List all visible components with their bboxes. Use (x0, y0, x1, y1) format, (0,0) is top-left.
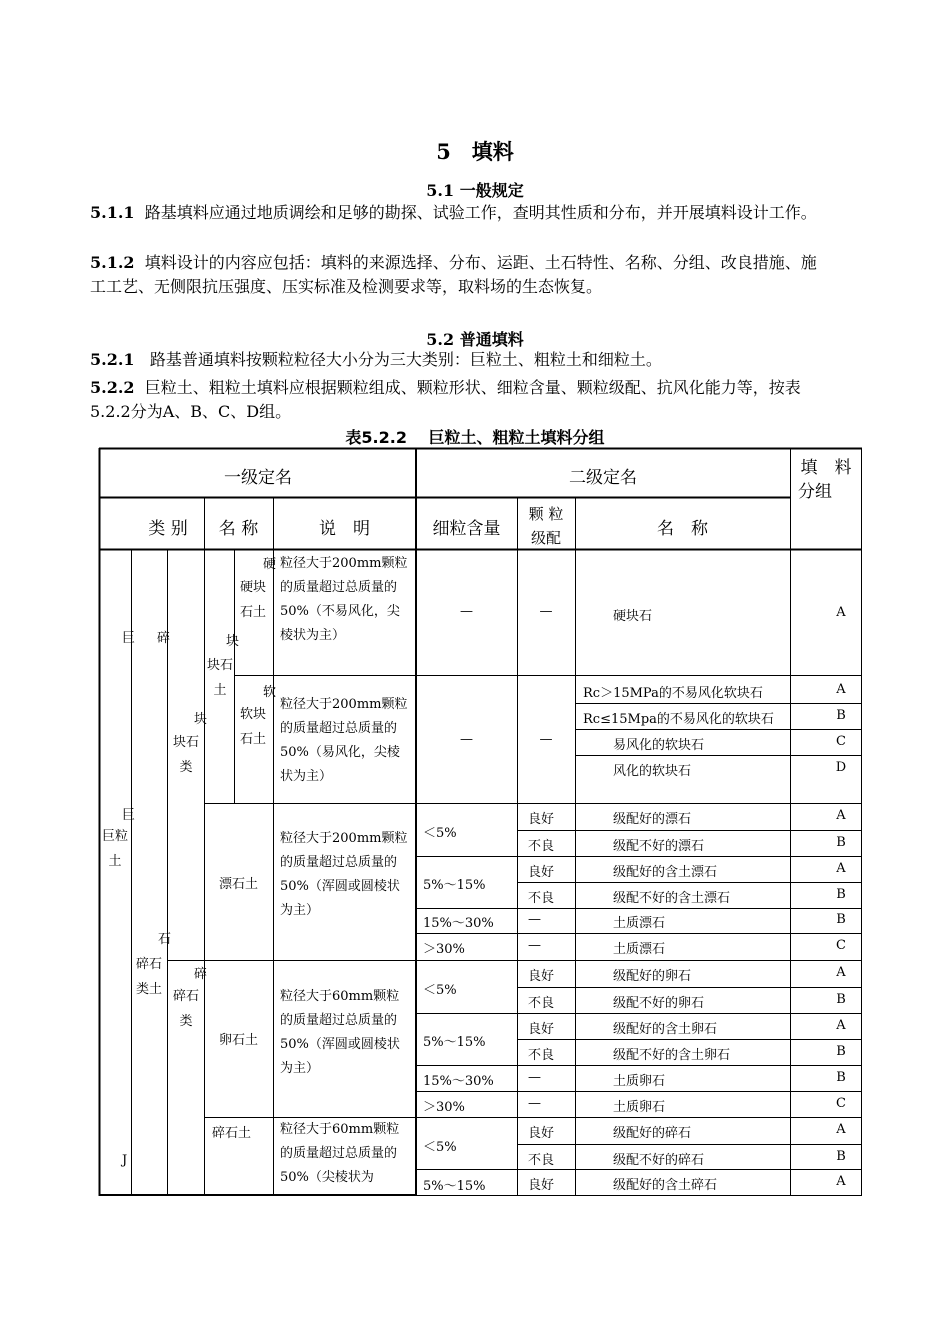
category-crushed-fragment: 碎 (194, 967, 208, 982)
clause-5-2-2 (90, 376, 820, 424)
header-fines: 细粒含量 (432, 519, 501, 539)
table-row-group: B (836, 992, 846, 1007)
table-row-group: A (836, 965, 846, 980)
table-row-group: A (836, 605, 846, 620)
table-row-grading: — (528, 912, 541, 927)
table-row-name: 级配不好的含土漂石 (613, 891, 731, 906)
name-hard-fragment: 硬 (263, 557, 277, 572)
table-row-grading: — (528, 1070, 541, 1085)
clause-text: 路基普通填料按颗粒粒径大小分为三大类别：巨粒土、粗粒土和细粒土。 (149, 350, 662, 369)
table-row-group: A (836, 682, 846, 697)
clause-text: 巨粒土、粗粒土填料应根据颗粒组成、颗粒形状、细粒含量、颗粒级配、抗风化能力等，按表5.2.2分为A、B、C、D组。 (90, 378, 801, 421)
fill-classification-table (98, 447, 864, 1197)
table-row-name: Rc≤15Mpa的不易风化的软块石 (583, 712, 774, 727)
table-row-name: 级配好的含土漂石 (613, 865, 718, 880)
table-row-group: B (836, 1070, 846, 1085)
table-row-name: 级配好的含土卵石 (613, 1022, 718, 1037)
clause-5-2-1 (90, 348, 820, 372)
table-row-fines: 5%～15% (423, 1035, 486, 1050)
table-row-grading: 良好 (528, 969, 555, 984)
table-row-name: 风化的软块石 (613, 764, 692, 779)
table-row-group: B (836, 912, 846, 927)
table-row-group: B (836, 887, 846, 902)
clause-text: 路基填料应通过地质调绘和足够的勘探、试验工作，查明其性质和分布，并开展填料设计工作。 (144, 203, 817, 222)
table-row-group: A (836, 1122, 846, 1137)
table-row-name: 级配好的碎石 (613, 1126, 692, 1141)
table-row-fines: ＜5% (423, 983, 457, 998)
clause-number: 5.1.2 (90, 253, 135, 272)
fines-dash: — (460, 604, 473, 619)
table-row-name: 级配不好的含土卵石 (613, 1048, 731, 1063)
table-caption: 表5.2.2 巨粒土、粗粒土填料分组 (345, 428, 605, 447)
table-row-grading: — (528, 938, 541, 953)
header-group-2: 分组 (798, 482, 832, 502)
table-row-group: B (836, 835, 846, 850)
category-giant-fragment: 巨 (122, 808, 136, 823)
category-giant-fragment-top: 巨 (122, 631, 136, 646)
header-level1: 一级定名 (224, 468, 292, 488)
name-hard-block-soil: 硬块石土 (239, 580, 266, 620)
header-description: 说 明 (319, 519, 370, 539)
description-crushed: 粒径大于60mm颗粒的质量超过总质量的50%（尖棱状为 (280, 1122, 400, 1185)
table-row-group: A (836, 861, 846, 876)
category-block: 块石类 (172, 735, 199, 775)
table-row-name: 级配好的漂石 (613, 812, 692, 827)
clause-number: 5.2.2 (90, 378, 135, 397)
table-row-grading: 良好 (528, 1126, 555, 1141)
category-block-fragment: 块 (194, 712, 208, 727)
clause-5-1-1 (90, 201, 820, 225)
table-row-name: 易风化的软块石 (613, 738, 705, 753)
name-soft-fragment: 软 (263, 685, 277, 700)
section-title-5-2: 5.2 普通填料 (426, 330, 524, 349)
table-row-group: C (836, 1096, 846, 1111)
description-pebble: 粒径大于60mm颗粒的质量超过总质量的50%（浑圆或圆棱状为主） (280, 989, 400, 1076)
name-crushed-soil: 碎石土 (212, 1126, 252, 1141)
table-row-group: A (836, 808, 846, 823)
header-category: 类 别 (148, 519, 188, 539)
category-gravel-soil: 碎石类土 (135, 957, 162, 997)
table-row-grading: — (528, 1096, 541, 1111)
table-row-group: D (835, 760, 847, 775)
section-title-5-1: 5.1 一般规定 (426, 181, 524, 200)
category-gravel-fragment: 石 (158, 932, 172, 947)
grading-dash: — (539, 604, 553, 619)
table-row-grading: 不良 (528, 996, 555, 1011)
header-name2: 名 称 (657, 519, 708, 539)
grading-dash: — (539, 732, 553, 747)
clause-5-1-2 (90, 251, 820, 299)
name-block-soil: 块石土 (206, 658, 233, 698)
table-row-name: 级配不好的卵石 (613, 996, 705, 1011)
table-row-grading: 良好 (528, 1022, 555, 1037)
table-row-name: 级配不好的漂石 (613, 839, 705, 854)
table-row-fines: ＞30% (423, 1100, 465, 1115)
category-giant-soil: 巨粒土 (101, 829, 128, 869)
table-row-grading: 不良 (528, 839, 555, 854)
category-crushed: 碎石类 (172, 989, 199, 1029)
table-row-name: 级配不好的碎石 (613, 1153, 705, 1168)
table-row-grading: 良好 (528, 1178, 555, 1193)
table-row-name: 土质漂石 (613, 942, 666, 957)
table-row-group: B (836, 1044, 846, 1059)
table-row-fines: 5%～15% (423, 878, 486, 893)
table-row-name: 硬块石 (613, 609, 653, 624)
clause-text: 填料设计的内容应包括：填料的来源选择、分布、运距、土石特性、名称、分组、改良措施、施工工艺、无侧限抗压强度、压实标准及检测要求等，取料场的生态恢复。 (90, 253, 817, 296)
table-row-fines: ＞30% (423, 942, 465, 957)
table-row-group: A (836, 1174, 846, 1189)
table-row-group: B (836, 1149, 846, 1164)
name-drift-soil: 漂石土 (218, 877, 258, 892)
category-j-fragment: J (122, 1153, 128, 1168)
table-row-grading: 不良 (528, 891, 555, 906)
clause-number: 5.1.1 (90, 203, 135, 222)
table-row-grading: 不良 (528, 1153, 555, 1168)
table-row-fines: ＜5% (423, 1140, 457, 1155)
table-row-group: B (836, 708, 846, 723)
table-row-group: C (836, 734, 846, 749)
name-pebble-soil: 卵石土 (218, 1033, 258, 1048)
clause-number: 5.2.1 (90, 350, 135, 369)
name-soft-block-soil: 软块石土 (239, 707, 266, 747)
table-row-name: 土质卵石 (613, 1074, 666, 1089)
header-grading-2: 级配 (530, 529, 561, 547)
page-title: 5 填料 (436, 139, 514, 164)
table-row-fines: ＜5% (423, 826, 457, 841)
category-crushed-fragment-top: 碎 (157, 631, 171, 646)
header-level2: 二级定名 (569, 468, 637, 488)
table-row-grading: 良好 (528, 812, 555, 827)
table-row-grading: 不良 (528, 1048, 555, 1063)
header-name1: 名 称 (218, 519, 259, 539)
table-row-name: Rc＞15MPa的不易风化软块石 (583, 686, 763, 701)
header-grading-1: 颗 粒 (528, 505, 564, 523)
description-hard-block: 粒径大于200mm颗粒的质量超过总质量的50%（不易风化，尖棱状为主） (280, 556, 408, 643)
description-soft-block: 粒径大于200mm颗粒的质量超过总质量的50%（易风化，尖棱状为主） (280, 697, 408, 784)
table-row-fines: 15%～30% (423, 916, 494, 931)
table-row-group: A (836, 1018, 846, 1033)
description-drift: 粒径大于200mm颗粒的质量超过总质量的50%（浑圆或圆棱状为主） (280, 831, 408, 918)
name-block-fragment: 块 (226, 634, 240, 649)
table-row-name: 土质卵石 (613, 1100, 666, 1115)
table-row-fines: 15%～30% (423, 1074, 494, 1089)
table-row-fines: 5%～15% (423, 1179, 486, 1194)
table-row-name: 级配好的含土碎石 (613, 1178, 718, 1193)
table-row-grading: 良好 (528, 865, 555, 880)
header-group-1: 填 料 (800, 458, 852, 478)
fines-dash: — (460, 732, 473, 747)
table-row-name: 土质漂石 (613, 916, 666, 931)
table-row-group: C (836, 938, 846, 953)
table-row-name: 级配好的卵石 (613, 969, 692, 984)
